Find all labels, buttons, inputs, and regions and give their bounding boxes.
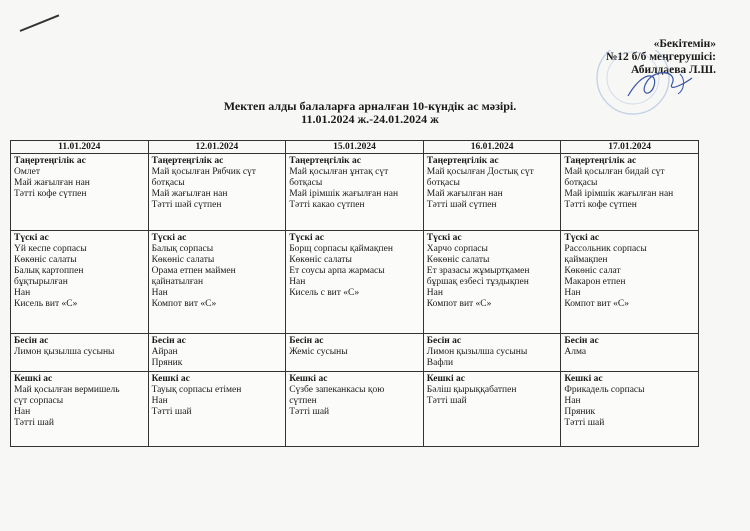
meal-label: Түскі ас <box>564 233 600 243</box>
dish-item: Сүзбе запеканкасы қою <box>289 385 385 395</box>
date-header: 16.01.2024 <box>423 141 561 154</box>
dish-item: сүт сорпасы <box>14 396 64 406</box>
dish-item: Май қосылған вермишель <box>14 385 120 395</box>
dish-item: бұқтырылған <box>14 277 68 287</box>
dish-item: Нан <box>564 396 581 406</box>
meal-label: Түскі ас <box>14 233 49 243</box>
dish-item: Кисель вит «С» <box>14 299 78 309</box>
breakfast-cell <box>11 154 149 231</box>
meal-label: Бесін ас <box>289 336 324 346</box>
dish-item: Тәтті кофе сүтпен <box>14 189 87 199</box>
snack-cell <box>561 334 699 372</box>
dish-item: Лимон қызылша сусыны <box>426 347 528 357</box>
dinner-row <box>11 372 699 447</box>
lunch-cell <box>286 231 424 334</box>
meal-label: Таңертеңгілік ас <box>151 156 224 166</box>
meal-label: Кешкі ас <box>426 374 465 384</box>
dish-item: Нан <box>289 277 306 287</box>
dish-item: Үй кеспе сорпасы <box>14 244 87 254</box>
dish-item: Пряник <box>151 358 183 368</box>
dish-item: Кисель с вит «С» <box>289 288 360 298</box>
breakfast-cell <box>561 154 699 231</box>
dish-item: Тәтті шай <box>564 418 605 428</box>
lunch-cell <box>148 231 286 334</box>
meal-label: Бесін ас <box>564 336 599 346</box>
dish-item: Тәтті шай <box>426 396 467 406</box>
dish-item: Май жағылған нан <box>151 189 228 199</box>
dish-item: Май қосылған бидай сүт <box>564 167 665 177</box>
dish-item: Май ірімшік жағылған нан <box>289 189 399 199</box>
dish-item: Тәтті кофе сүтпен <box>564 200 637 210</box>
dish-item: Компот вит «С» <box>426 299 492 309</box>
meal-label: Кешкі ас <box>289 374 328 384</box>
dish-item: сүтпен <box>289 396 317 406</box>
dish-item: Тәтті какао сүтпен <box>289 200 365 210</box>
meal-label: Таңертеңгілік ас <box>426 156 499 166</box>
dish-item: Айран <box>151 347 178 357</box>
dish-item: ботқасы <box>426 178 460 188</box>
dish-item: Нан <box>564 288 581 298</box>
dish-item: Көкөніс салат <box>564 266 621 276</box>
meal-label: Бесін ас <box>151 336 186 346</box>
date-header: 11.01.2024 <box>11 141 149 154</box>
dinner-cell <box>148 372 286 447</box>
menu-title <box>120 100 620 126</box>
snack-cell <box>148 334 286 372</box>
dish-item: Макарон етпен <box>564 277 626 287</box>
snack-row <box>11 334 699 372</box>
meal-label: Таңертеңгілік ас <box>289 156 361 166</box>
meal-label: Кешкі ас <box>151 374 190 384</box>
snack-cell <box>423 334 561 372</box>
meal-label: Бесін ас <box>426 336 462 346</box>
breakfast-cell <box>148 154 286 231</box>
dish-item: қаймақпен <box>564 255 608 265</box>
dish-item: Көкөніс салаты <box>426 255 490 265</box>
menu-title-line2: 11.01.2024 ж.-24.01.2024 ж <box>301 112 439 126</box>
dish-item: Тәтті шәй сүтпен <box>426 200 497 210</box>
meal-label: Таңертеңгілік ас <box>564 156 637 166</box>
lunch-cell <box>561 231 699 334</box>
dish-item: Тәтті шай <box>289 407 330 417</box>
dish-item: қайнатылған <box>151 277 204 287</box>
dish-item: Компот вит «С» <box>151 299 217 309</box>
dish-item: Май жағылған нан <box>426 189 503 199</box>
dish-item: Нан <box>151 288 168 298</box>
dish-item: Жеміс сусыны <box>289 347 348 357</box>
dish-item: Тәтті шай <box>14 418 54 428</box>
meal-label: Түскі ас <box>426 233 462 243</box>
dish-item: Тәтті шәй сүтпен <box>151 200 222 210</box>
dish-item: Ет зразасы жұмыртқамен <box>426 266 530 276</box>
lunch-cell <box>11 231 149 334</box>
dish-item: Тәтті шай <box>151 407 192 417</box>
dish-item: Харчо сорпасы <box>426 244 488 254</box>
approval-position: №12 б/б меңгерушісі: <box>605 51 716 63</box>
dish-item: Көкөніс салаты <box>151 255 215 265</box>
meal-label: Түскі ас <box>289 233 324 243</box>
dish-item: Май қосылған Рябчик сүт <box>151 167 256 177</box>
dish-item: Көкөніс салаты <box>14 255 77 265</box>
lunch-row <box>11 231 699 334</box>
meal-label: Кешкі ас <box>14 374 53 384</box>
breakfast-cell <box>286 154 424 231</box>
dish-item: Рассольник сорпасы <box>564 244 647 254</box>
dish-item: Вафли <box>426 358 454 368</box>
dish-item: Май ірімшік жағылған нан <box>564 189 674 199</box>
dish-item: Май жағылған нан <box>14 178 90 188</box>
dish-item: Нан <box>14 407 31 417</box>
dish-item: Фрикадель сорпасы <box>564 385 645 395</box>
dish-item: Көкөніс салаты <box>289 255 352 265</box>
approval-heading: «Бекітемін» <box>653 38 716 50</box>
dinner-cell <box>561 372 699 447</box>
scan-mark <box>20 14 60 32</box>
dish-item: Орама етпен маймен <box>151 266 236 276</box>
meal-label: Таңертеңгілік ас <box>14 156 86 166</box>
dish-item: Пряник <box>564 407 596 417</box>
dish-item: Нан <box>426 288 443 298</box>
dish-item: Борщ сорпасы қаймақпен <box>289 244 393 254</box>
dish-item: Алма <box>564 347 587 357</box>
dish-item: бұршақ езбесі тұздықпен <box>426 277 529 287</box>
menu-table <box>10 140 699 447</box>
dish-item: Лимон қызылша сусыны <box>14 347 115 357</box>
breakfast-row <box>11 154 699 231</box>
meal-label: Кешкі ас <box>564 374 603 384</box>
breakfast-cell <box>423 154 561 231</box>
date-header: 17.01.2024 <box>561 141 699 154</box>
dish-item: Май қосылған ұнтақ сүт <box>289 167 389 177</box>
dish-item: Нан <box>151 396 168 406</box>
dinner-cell <box>423 372 561 447</box>
dish-item: Бәліш қырыққабатпен <box>426 385 517 395</box>
dinner-cell <box>286 372 424 447</box>
dish-item: Балық картоппен <box>14 266 84 276</box>
date-header: 12.01.2024 <box>148 141 286 154</box>
snack-cell <box>286 334 424 372</box>
meal-label: Бесін ас <box>14 336 49 346</box>
date-header: 15.01.2024 <box>286 141 424 154</box>
approval-name: Абилдаева Л.Ш. <box>630 64 716 76</box>
dish-item: Нан <box>14 288 31 298</box>
dish-item: Балық сорпасы <box>151 244 214 254</box>
snack-cell <box>11 334 149 372</box>
meal-label: Түскі ас <box>151 233 187 243</box>
dish-item: Компот вит «С» <box>564 299 629 309</box>
date-header-row <box>11 141 699 154</box>
dish-item: ботқасы <box>151 178 185 188</box>
dish-item: Тауық сорпасы етімен <box>151 385 242 395</box>
dish-item: ботқасы <box>289 178 323 188</box>
dish-item: ботқасы <box>564 178 598 188</box>
menu-title-line1: Мектеп алды балаларға арналған 10-күндік ас мәзірі. <box>223 99 517 113</box>
lunch-cell <box>423 231 561 334</box>
dish-item: Омлет <box>14 167 40 177</box>
dish-item: Май қосылған Достық сүт <box>426 167 534 177</box>
dish-item: Ет соусы арпа жармасы <box>289 266 385 276</box>
dinner-cell <box>11 372 149 447</box>
